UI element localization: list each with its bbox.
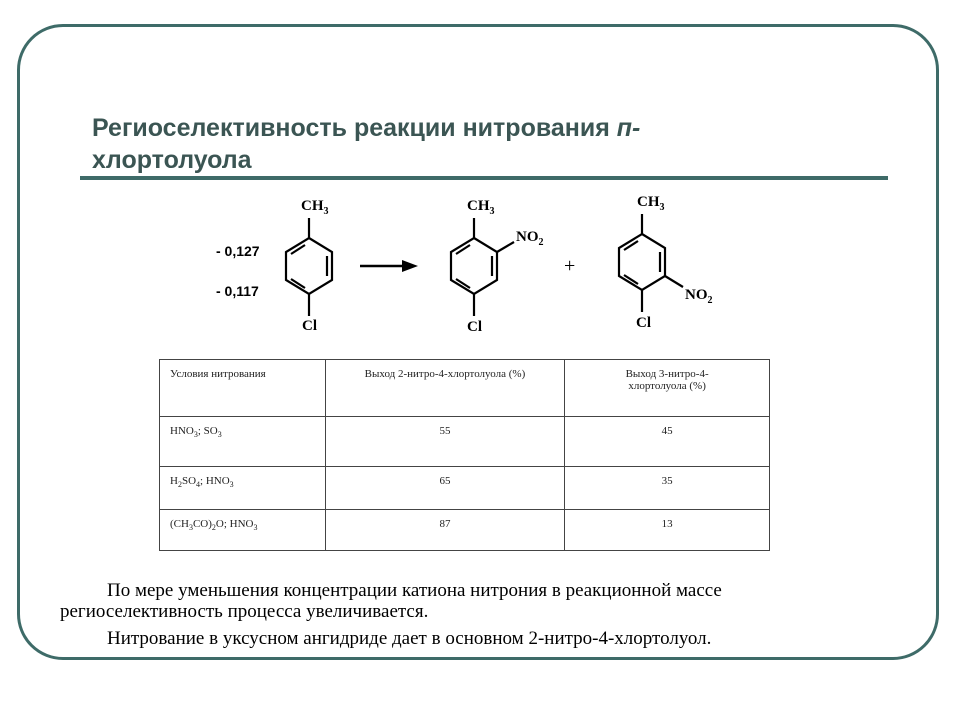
nitro-label-2: $NO_2$ [516, 229, 544, 248]
title-italic: п- [616, 114, 641, 142]
para1-line1: По мере уменьшения концентрации катиона нитрония в реакционной массе [107, 580, 722, 601]
header-conditions: Условия нитрования [160, 360, 326, 417]
table-row [160, 510, 770, 551]
ring-reactant [286, 238, 332, 294]
methyl-label-1: $CH_3$ [301, 198, 329, 217]
cell-yield-3: 13 [565, 510, 770, 551]
chloro-label-2: Cl [467, 319, 482, 335]
table-row [160, 467, 770, 510]
ring-product-2-nitro [451, 238, 497, 294]
methyl-label-2: $CH_3$ [467, 198, 495, 217]
cell-yield-2: 65 [325, 467, 564, 510]
nitration-yield-table [159, 359, 770, 551]
cell-conditions: $(CH_3CO)_2O$; $HNO_3$ [160, 510, 326, 551]
ring-product-3-nitro [619, 234, 665, 290]
chloro-label-1: Cl [302, 318, 317, 334]
title-main: Региоселективность реакции нитрования [92, 114, 617, 142]
nitro-label-3: $NO_2$ [685, 287, 713, 306]
charge-top: - 0,127 [216, 243, 260, 259]
header-yield-2: Выход 2-нитро-4-хлортолуола (%) [325, 360, 564, 417]
plus-sign: + [564, 255, 576, 277]
cell-conditions: $HNO_3$; $SO_3$ [160, 417, 326, 467]
charge-bottom: - 0,117 [216, 283, 259, 299]
benzene-rings [286, 214, 683, 316]
methyl-label-3: $CH_3$ [637, 194, 665, 213]
reaction-arrow [360, 260, 418, 272]
cell-yield-3: 45 [565, 417, 770, 467]
title-line2: хлортолуола [92, 146, 252, 174]
chloro-label-3: Cl [636, 315, 651, 331]
header-yield-3: Выход 3-нитро-4-хлортолуола (%) [565, 360, 770, 417]
cell-yield-2: 55 [325, 417, 564, 467]
conclusion-paragraph-2: Нитрование в уксусном ангидриде дает в основном 2-нитро-4-хлортолуол. [107, 628, 712, 649]
table-header-row [160, 360, 770, 417]
cell-yield-2: 87 [325, 510, 564, 551]
conclusion-paragraph-1 [60, 580, 920, 622]
para1-line2: региоселективность процесса увеличивается. [60, 601, 429, 622]
table-row [160, 417, 770, 467]
cell-yield-3: 35 [565, 467, 770, 510]
cell-conditions: $H_2SO_4$; $HNO_3$ [160, 467, 326, 510]
